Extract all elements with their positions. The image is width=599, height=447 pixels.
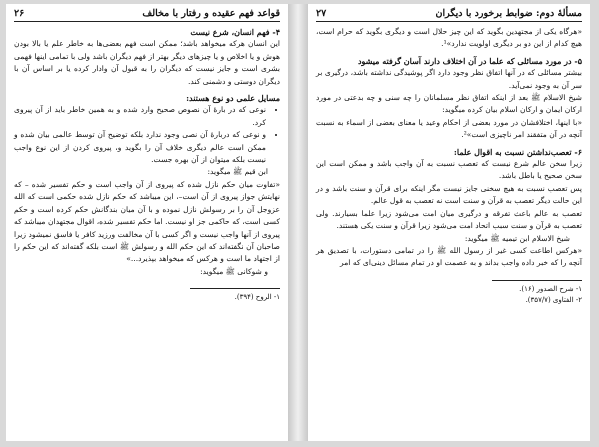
page-number: ۲۷ [316,8,327,19]
body-paragraph: ابن قیم ﷺ میگوید: [207,167,268,177]
body-paragraph: شیخ الاسلام ﷺ بعد از اینکه اتفاق نظر مسلمانان را چه سنی و چه بدعتی در مورد ارکان ایمان و ارکان اسلام بیان کرده میگوید: [316,93,582,115]
page-header [316,8,582,22]
running-title: قواعد فهم عقیده و رفتار با مخالف [142,8,280,19]
page-body [316,26,582,270]
body-paragraph: بیشتر مسائلی که در آنها اتفاق نظر وجود دارد اگر پوشیدگی نداشته باشد، درگیری بر سر آن به وجود نمی‌آید. [316,68,582,90]
footnote-separator [190,288,280,289]
footnote-separator [492,280,582,281]
body-paragraph: «هرکس اطاعت کسی غیر از رسول الله ﷺ را در تمامی دستورات، با تصدیق هر آنچه را که خبر داده واجب بداند و به عصمت او در تمام مسائل دینی‌ای که امر [316,245,582,268]
bullet-item: • و نوعی که دربارهٔ آن نصی وجود ندارد بلکه توضیح آن توسط عالمی بیان شده و ممکن است عالم دیگری خلاف آن را بگوید و، پیروی کردن از این نوع واجب نیست بلکه میتوان از آن بهره جست. [14,129,266,166]
footnotes [316,284,582,306]
section-heading: ۴- فهم انسان، شرع نیست [190,27,280,37]
bullet-list [14,104,280,166]
section-heading: ۵- در مورد مسائلی که علما در آن اختلاف دارند آسان گرفته میشود [357,55,582,66]
body-paragraph: پس تعصب نسبت به هیچ سخنی جایز نیست مگر اینکه برای قرآن و سنت باشد و در این حالت دیگر تعصب به قرآن و سنت است نه تعصب به قول عالم. [316,183,582,206]
body-paragraph: شیخ الاسلام ابن تیمیه ﷺ میگوید: [464,233,570,243]
body-paragraph: زیرا سخن عالم شرع نیست که تعصب نسبت به آن واجب باشد و ممکن است این سخن صحیح یا باطل باشد. [316,159,582,181]
page-header [14,8,280,22]
section-heading: ۶- تعصب‌نداشتن نسبت به اقوال علما: [453,146,582,157]
body-paragraph: «هرگاه یکی از مجتهدین بگوید که این چیز حلال است و دیگری بگوید که حرام است، هیچ کدام از این دو بر دیگری اولویت ندارد»¹. [316,27,582,49]
body-paragraph: تعصب به عالم باعث تفرقه و درگیری میان امت می‌شود زیرا علما بسیارند. ولی تعصب به قرآن و سنت سبب اتحاد امت می‌شود زیرا قرآن و سنت یکی هستند. [316,208,582,231]
body-paragraph: و شوکانی ﷺ میگوید: [200,266,268,276]
footnote: ۲- الفتاوی (۳۵۷/۷). [525,295,582,304]
page-right [308,4,590,441]
page-number: ۲۶ [14,8,25,19]
body-paragraph: «با اینها، اختلافشان در مورد بعضی از احکام وعید یا معنای بعضی از اسماء به نسبت آنچه در آن متفقند امر ناچیزی است»². [316,117,582,140]
book-gutter [288,4,308,441]
page-body [14,26,280,278]
body-paragraph: «تفاوت میان حکم نازل شده که پیروی از آن واجب است و حکم تفسیر شده – که نهایتش جواز پیروی از آن است–، این میباشد که حکم نازل شده حکمی است که الله عزوجل آن را بر رسولش نازل نموده و با آن میان بندگانش حکم کرده است و حکم کسی است، که حاکمی جز او نیست. اما حکم تفسیر شده، اقوال مجتهدان میباشد که پیروی از آنها واجب نیست و اگر کسی با آن مخالفت ورزید کافر یا فاسق نمیشود زیرا صاحبان آن نگفته‌اند که این حکم الله و رسولش ﷺ است بلکه گفته‌اند که این حکم را از اجتهاد ما است و هرکس که میخواهد بپذیرد...» [14,179,280,264]
section-heading: مسایل علمی دو نوع هستند: [186,93,280,104]
footnote: ۱- شرح الصدور (۱۶). [519,284,582,293]
body-paragraph: این انسان هرکه میخواهد باشد؛ ممکن است فهم بعضی‌ها به خاطر علم یا بالا بودن هوش و یا اخلاص و یا چیزهای دیگر بهتر از فهم دیگران باشد ولی با تمامی اینها فهمی بشری است و جایز نیست که دیگران را به قبول آن وادار کرده یا بر اساس آن با دیگران دوستی و دشمنی کند. [14,39,280,86]
footnotes [14,292,280,303]
running-title: مسألهٔ دوم: ضوابط برخورد با دیگران [435,8,582,19]
footnote: ۱- الروح (۳۹۴). [234,293,280,302]
page-left [6,4,288,441]
bullet-item: • نوعی که در بارهٔ آن نصوص صحیح وارد شده و به همین خاطر باید از آن پیروی کرد. [14,104,266,129]
